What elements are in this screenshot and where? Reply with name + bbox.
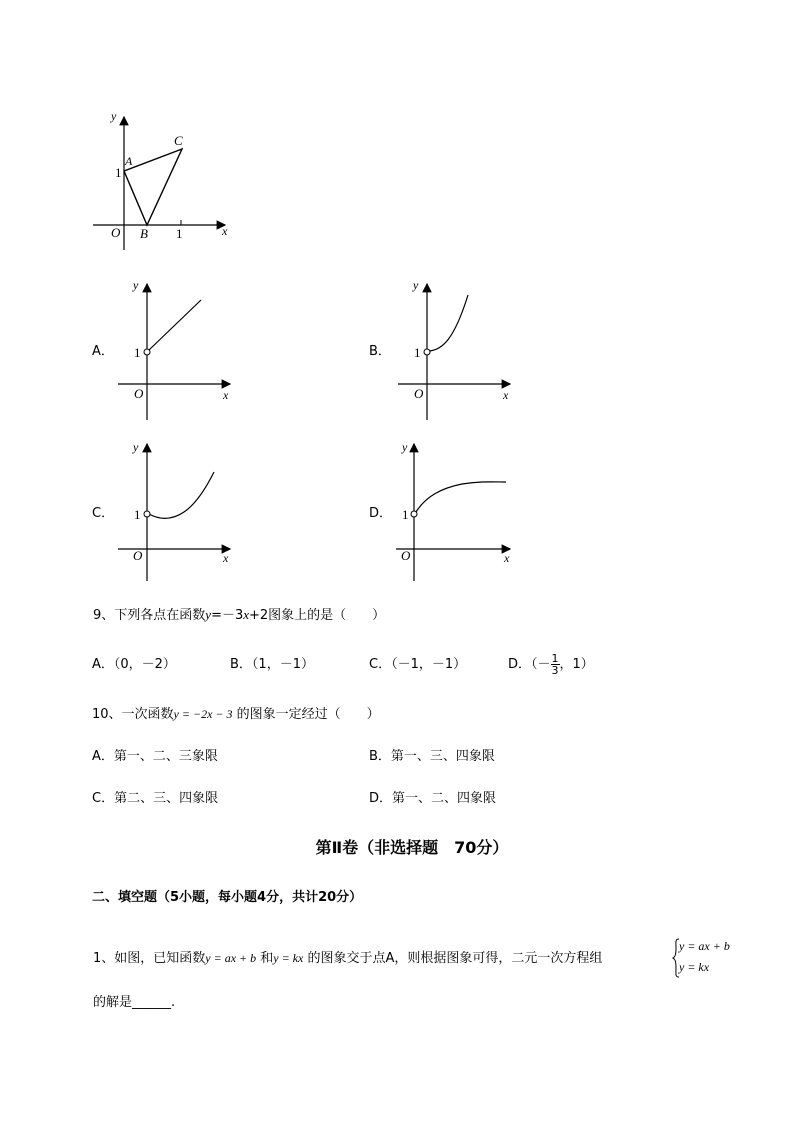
point-a-label: A bbox=[125, 154, 133, 168]
option-c-curve bbox=[149, 472, 214, 518]
fill-question-1-answer-line: 的解是______. bbox=[93, 995, 176, 1010]
q9-option-a: A．（0，－2） bbox=[92, 657, 176, 672]
section-subtitle: 二、填空题（5小题，每小题4分，共计20分） bbox=[92, 890, 363, 905]
q10-option-b: B．第一、三、四象限 bbox=[369, 749, 495, 764]
point-c-label: C bbox=[174, 133, 183, 148]
system-eq-1: y = ax + b bbox=[679, 939, 730, 953]
fill-question-1: 1、如图，已知函数y = ax + b 和y = kx 的图象交于点A，则根据图象可得，二元一次方程组 bbox=[93, 951, 603, 966]
option-a-graph bbox=[112, 278, 242, 423]
tick-one-x: 1 bbox=[176, 226, 183, 241]
option-d-graph bbox=[380, 438, 520, 583]
tick-one: 1 bbox=[134, 345, 141, 360]
x-label: x bbox=[223, 388, 229, 402]
q9-option-b: B．（1，－1） bbox=[230, 657, 314, 672]
option-b-label: B． bbox=[369, 344, 391, 359]
tick-one-y: 1 bbox=[115, 165, 122, 180]
y-axis-label: y bbox=[111, 109, 117, 123]
open-point bbox=[424, 349, 430, 355]
x-axis-label: x bbox=[222, 224, 228, 238]
q10-option-c: C．第二、三、四象限 bbox=[92, 791, 219, 806]
option-a-curve bbox=[149, 300, 201, 350]
question-10: 10、一次函数y = −2x − 3 的图象一定经过（ ） bbox=[92, 707, 380, 722]
option-c-graph bbox=[112, 438, 242, 583]
option-b-curve bbox=[429, 295, 468, 351]
equation-system bbox=[672, 938, 742, 978]
option-d-curve bbox=[416, 482, 506, 512]
q9-option-d: D．（－ $\frac{1}{3}$ ，1） bbox=[508, 652, 594, 677]
q9-option-c: C．（－1，－1） bbox=[369, 657, 467, 672]
option-b-graph bbox=[392, 278, 522, 423]
system-eq-2: y = kx bbox=[679, 960, 710, 974]
triangle-figure bbox=[85, 105, 245, 255]
question-9: 9、下列各点在函数y=－3x+2图象上的是（ ） bbox=[93, 607, 386, 623]
y-label: y bbox=[133, 440, 139, 454]
tick-one: 1 bbox=[414, 345, 421, 360]
section-title: 第Ⅱ卷（非选择题 70分） bbox=[315, 838, 509, 857]
open-point bbox=[144, 511, 150, 517]
open-point bbox=[411, 511, 417, 517]
origin-label: O bbox=[111, 225, 121, 240]
open-point bbox=[144, 349, 150, 355]
option-c-label: C． bbox=[92, 506, 115, 521]
triangle-abc bbox=[124, 149, 182, 225]
y-label: y bbox=[402, 440, 408, 454]
point-b-label: B bbox=[140, 226, 148, 241]
tick-one: 1 bbox=[402, 507, 409, 522]
q10-formula: y = −2x − 3 bbox=[173, 707, 233, 721]
origin-label: O bbox=[414, 386, 424, 401]
tick-one: 1 bbox=[134, 507, 141, 522]
y-label: y bbox=[133, 278, 139, 292]
fraction-one-third: $\frac{1}{3}$ bbox=[551, 652, 559, 677]
option-a-label: A． bbox=[92, 344, 114, 359]
y-label: y bbox=[413, 278, 419, 292]
x-label: x bbox=[504, 551, 510, 565]
origin-label: O bbox=[401, 548, 411, 563]
q10-option-a: A．第一、二、三象限 bbox=[92, 749, 218, 764]
q10-option-d: D．第一、二、四象限 bbox=[369, 791, 497, 806]
origin-label: O bbox=[133, 548, 143, 563]
x-label: x bbox=[223, 551, 229, 565]
x-label: x bbox=[503, 388, 509, 402]
option-d-label: D． bbox=[369, 506, 393, 521]
origin-label: O bbox=[134, 386, 144, 401]
